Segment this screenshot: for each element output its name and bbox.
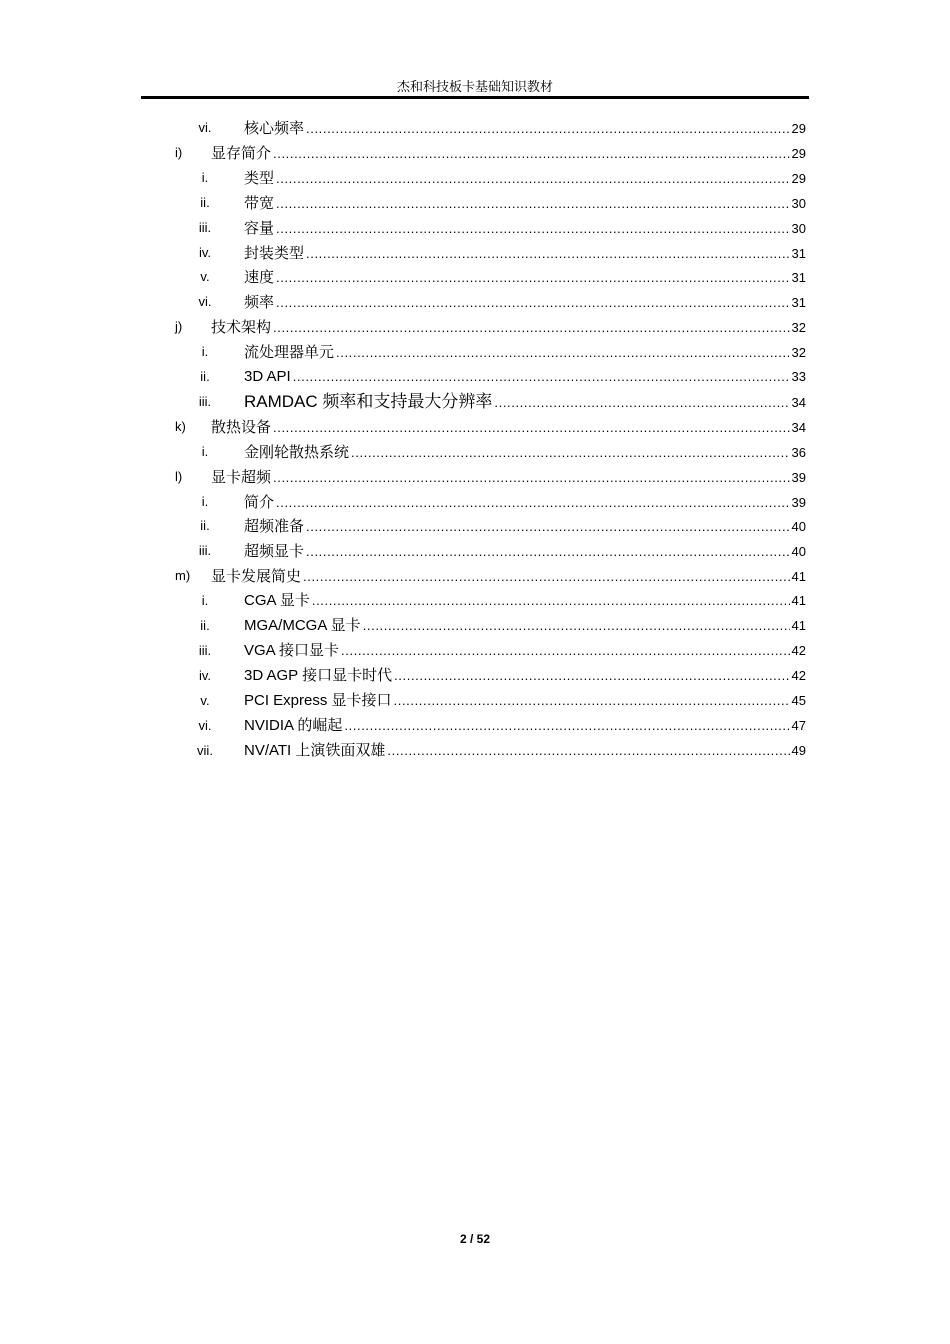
toc-dot-leader <box>494 392 789 414</box>
toc-entry-number: k) <box>175 418 186 434</box>
toc-entry[interactable] <box>0 416 950 438</box>
toc-dot-leader <box>273 143 790 165</box>
toc-entry[interactable] <box>0 341 950 363</box>
toc-entry-number: iii. <box>198 543 212 559</box>
toc-entry-title: 封装类型 <box>244 243 305 262</box>
toc-entry-title: 显存简介 <box>211 143 272 162</box>
toc-entry-line <box>244 615 806 637</box>
toc-entry-page: 34 <box>791 419 806 435</box>
toc-entry-page: 32 <box>791 320 806 336</box>
toc-dot-leader <box>276 218 790 240</box>
toc-entry-number: j) <box>175 319 183 335</box>
toc-dot-leader <box>303 566 790 588</box>
toc-entry[interactable] <box>0 715 950 737</box>
toc-entry-page: 33 <box>791 369 806 384</box>
toc-entry-line <box>244 291 806 313</box>
toc-entry[interactable] <box>0 690 950 712</box>
toc-entry-line <box>244 590 806 612</box>
toc-entry[interactable] <box>0 366 950 388</box>
toc-entry-page: 39 <box>791 494 806 510</box>
toc-entry-number: ii. <box>200 518 210 534</box>
toc-entry-page: 30 <box>791 195 806 211</box>
toc-entry[interactable] <box>0 441 950 463</box>
toc-entry[interactable] <box>0 316 950 338</box>
toc-entry-number: vi. <box>198 294 212 310</box>
toc-dot-leader <box>306 516 790 538</box>
toc-entry-title: 显卡发展简史 <box>211 567 302 586</box>
toc-entry[interactable] <box>0 266 950 288</box>
toc-entry-line <box>244 117 806 139</box>
toc-entry-title: CGA 显卡 <box>244 592 310 610</box>
toc-entry-title: VGA 接口显卡 <box>244 641 340 659</box>
toc-entry-line <box>211 416 806 438</box>
toc-entry-number: vi. <box>198 120 212 135</box>
toc-entry-line <box>244 441 806 463</box>
toc-entry[interactable] <box>0 491 950 513</box>
toc-entry-page: 31 <box>791 270 806 286</box>
toc-entry[interactable] <box>0 740 950 762</box>
toc-entry-page: 41 <box>791 593 806 609</box>
toc-entry-number: v. <box>200 692 210 708</box>
toc-dot-leader <box>293 366 790 388</box>
toc-entry-number: l) <box>175 468 183 484</box>
toc-entry-line <box>244 515 806 537</box>
toc-entry[interactable] <box>0 142 950 164</box>
toc-entry-number: iv. <box>198 244 212 260</box>
toc-entry-line <box>244 217 806 239</box>
toc-entry-number: ii. <box>200 194 210 210</box>
toc-entry-title: 金刚轮散热系统 <box>244 442 350 461</box>
toc-entry-line <box>244 192 806 214</box>
toc-entry-number: v. <box>200 269 210 285</box>
toc-dot-leader <box>341 640 790 662</box>
toc-entry-page: 29 <box>791 170 806 186</box>
toc-entry-page: 40 <box>791 519 806 535</box>
toc-entry-page: 31 <box>791 295 806 311</box>
toc-entry-title: 类型 <box>244 168 275 187</box>
toc-entry-title: 3D AGP 接口显卡时代 <box>244 666 393 684</box>
toc-entry-title: 3D API <box>244 368 291 385</box>
toc-dot-leader <box>312 590 790 612</box>
toc-entry-line <box>244 540 806 562</box>
toc-entry[interactable] <box>0 117 950 139</box>
toc-entry[interactable] <box>0 640 950 662</box>
toc-entry[interactable] <box>0 242 950 264</box>
toc-entry-line <box>244 715 806 737</box>
toc-dot-leader <box>336 342 790 364</box>
toc-entry-page: 29 <box>791 145 806 161</box>
toc-entry-line <box>244 341 806 363</box>
toc-entry-page: 39 <box>791 469 806 485</box>
toc-entry[interactable] <box>0 192 950 214</box>
toc-dot-leader <box>276 168 790 190</box>
toc-dot-leader <box>276 193 790 215</box>
running-header: 杰和科技板卡基础知识教材 <box>396 80 553 95</box>
toc-entry-line <box>244 266 806 288</box>
toc-entry[interactable] <box>0 515 950 537</box>
toc-entry-title: 超频显卡 <box>244 542 305 561</box>
page-number: 2 / 52 <box>459 1232 491 1246</box>
toc-entry-number: i) <box>175 144 183 160</box>
toc-dot-leader <box>344 715 789 737</box>
toc-entry-title: MGA/MCGA 显卡 <box>244 617 361 634</box>
toc-dot-leader <box>306 541 790 563</box>
toc-entry-number: iii. <box>198 393 212 409</box>
toc-entry-number: m) <box>175 568 191 584</box>
toc-entry[interactable] <box>0 217 950 239</box>
toc-dot-leader <box>276 267 790 289</box>
toc-entry-line <box>211 316 806 338</box>
toc-entry-number: i. <box>201 593 209 609</box>
toc-entry-line <box>211 466 806 488</box>
toc-entry-title: 散热设备 <box>211 417 272 436</box>
toc-entry-number: iv. <box>198 667 212 683</box>
toc-entry[interactable] <box>0 615 950 637</box>
toc-entry-title: NV/ATI 上演铁面双雄 <box>244 741 386 759</box>
toc-entry-page: 34 <box>791 394 806 410</box>
toc-entry-line <box>244 242 806 264</box>
toc-entry-number: i. <box>201 493 209 509</box>
toc-dot-leader <box>363 615 790 637</box>
toc-entry-line <box>244 690 806 712</box>
toc-entry-title: 超频准备 <box>244 517 305 536</box>
toc-entry[interactable] <box>0 391 950 413</box>
toc-entry-line <box>211 142 806 164</box>
toc-dot-leader <box>351 442 790 464</box>
toc-dot-leader <box>273 317 790 339</box>
toc-entry-title: 频率 <box>244 293 275 312</box>
toc-dot-leader <box>276 492 790 514</box>
toc-dot-leader <box>394 665 789 687</box>
toc-entry-line <box>244 391 806 413</box>
toc-entry-page: 40 <box>791 544 806 560</box>
toc-entry-line <box>244 167 806 189</box>
toc-entry-line <box>244 665 806 687</box>
toc-entry-title: 流处理器单元 <box>244 343 335 362</box>
toc-entry-page: 29 <box>791 121 806 136</box>
toc-entry-number: ii. <box>200 369 210 384</box>
toc-dot-leader <box>306 243 790 265</box>
toc-entry[interactable] <box>0 565 950 587</box>
toc-entry-page: 49 <box>791 742 806 758</box>
toc-entry-line <box>244 491 806 513</box>
toc-entry-page: 41 <box>791 569 806 585</box>
toc-dot-leader <box>306 118 790 140</box>
toc-entry-number: i. <box>201 344 209 360</box>
toc-entry-page: 47 <box>791 717 806 733</box>
toc-entry-page: 41 <box>791 618 806 633</box>
toc-entry-page: 42 <box>791 667 806 683</box>
toc-entry[interactable] <box>0 540 950 562</box>
toc-entry-number: vii. <box>197 742 213 758</box>
toc-entry-line <box>244 366 806 388</box>
toc-entry-number: iii. <box>198 219 212 235</box>
toc-entry-title: PCI Express 显卡接口 <box>244 691 392 709</box>
toc-entry-title: NVIDIA 的崛起 <box>244 716 343 734</box>
toc-entry-number: iii. <box>198 642 212 658</box>
toc-entry-line <box>244 740 806 762</box>
toc-entry[interactable] <box>0 167 950 189</box>
toc-entry[interactable] <box>0 665 950 687</box>
toc-dot-leader <box>273 467 790 489</box>
toc-entry-page: 31 <box>791 245 806 261</box>
toc-entry-number: ii. <box>200 618 210 633</box>
toc-entry-title: 简介 <box>244 492 275 511</box>
toc-dot-leader <box>394 690 790 712</box>
toc-entry-title: RAMDAC 频率和支持最大分辨率 <box>244 391 493 411</box>
toc-dot-leader <box>276 292 790 314</box>
toc-entry[interactable] <box>0 590 950 612</box>
toc-entry-line <box>244 640 806 662</box>
toc-entry-page: 30 <box>791 220 806 236</box>
toc-entry-title: 核心频率 <box>244 119 305 137</box>
toc-entry[interactable] <box>0 466 950 488</box>
toc-entry-title: 显卡超频 <box>211 467 272 486</box>
toc-dot-leader <box>387 740 789 762</box>
toc-entry-line <box>211 565 806 587</box>
toc-entry-number: i. <box>201 443 209 459</box>
toc-entry-title: 容量 <box>244 218 275 237</box>
toc-entry-page: 45 <box>791 692 806 708</box>
toc-entry-title: 速度 <box>244 268 275 287</box>
toc-entry-number: vi. <box>198 717 212 733</box>
toc-entry-page: 32 <box>791 345 806 361</box>
toc-dot-leader <box>273 417 790 439</box>
toc-entry[interactable] <box>0 291 950 313</box>
toc-entry-title: 带宽 <box>244 193 275 212</box>
toc-entry-page: 42 <box>791 642 806 658</box>
toc-entry-page: 36 <box>791 444 806 460</box>
toc-entry-title: 技术架构 <box>211 318 272 337</box>
toc-entry-number: i. <box>201 169 209 185</box>
